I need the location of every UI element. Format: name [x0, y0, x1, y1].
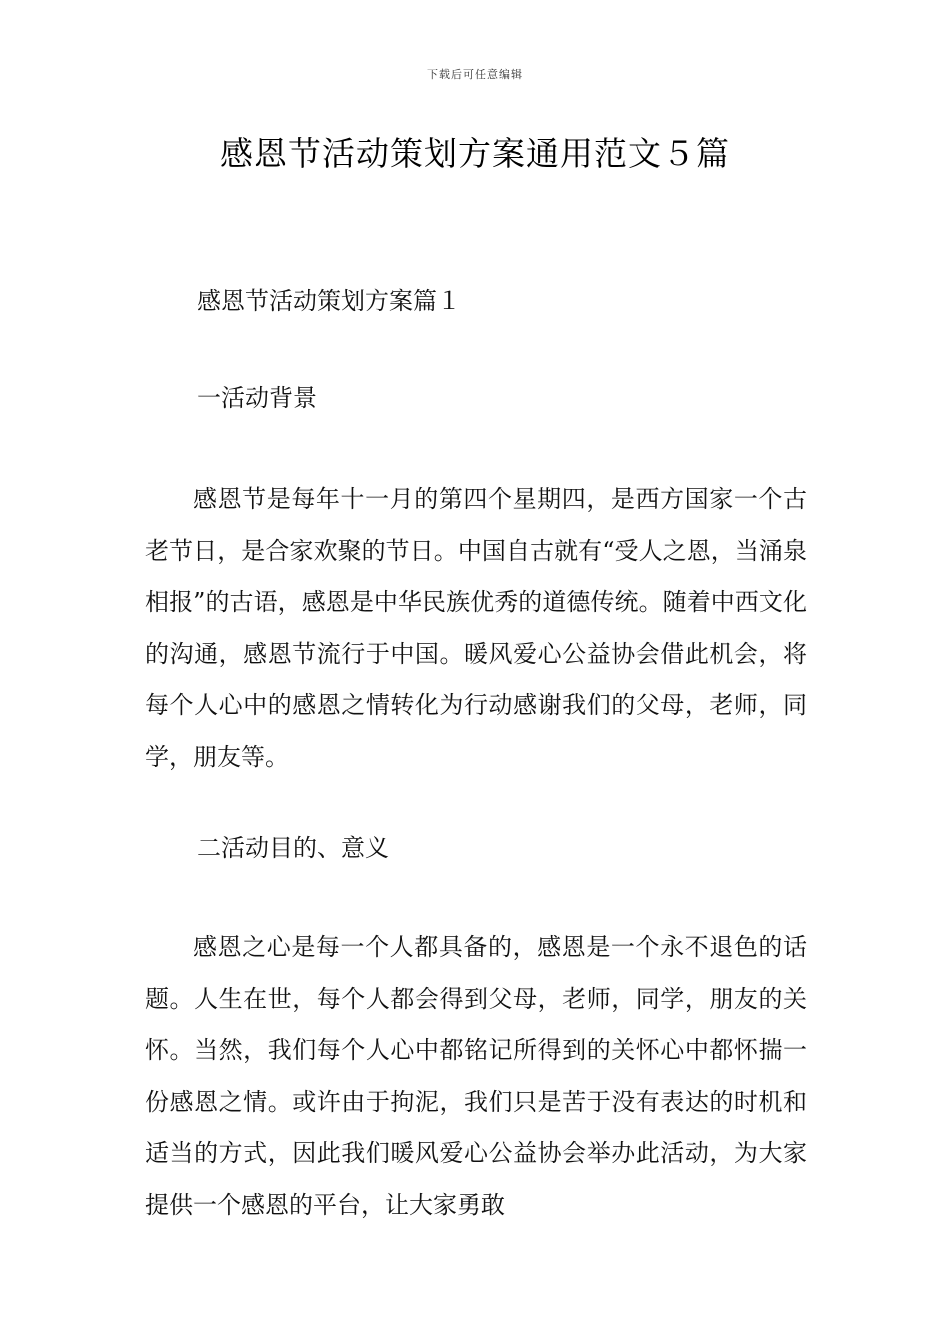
paragraph-purpose: 感恩之心是每一个人都具备的，感恩是一个永不退色的话题。人生在世，每个人都会得到父母，老师，同学，朋友的关怀。当然，我们每个人心中都铭记所得到的关怀心中都怀揣一份感恩之情。或许由于拘泥，我们只是苦于没有表达的时机和适当的方式，因此我们暖风爱心公益协会举办此活动，为大家提供一个感恩的平台，让大家勇敢	[145, 933, 807, 1219]
heading-background: 一活动背景	[197, 384, 317, 412]
section-title: 感恩节活动策划方案篇１	[197, 287, 461, 315]
document-title: 感恩节活动策划方案通用范文５篇	[220, 134, 730, 173]
header-note: 下载后可任意编辑	[427, 68, 523, 81]
heading-purpose: 二活动目的、意义	[197, 834, 389, 862]
paragraph-background: 感恩节是每年十一月的第四个星期四，是西方国家一个古老节日，是合家欢聚的节日。中国自古就有“受人之恩，当涌泉相报”的古语，感恩是中华民族优秀的道德传统。随着中西文化的沟通，感恩节流行于中国。暖风爱心公益协会借此机会，将每个人心中的感恩之情转化为行动感谢我们的父母，老师，同学，朋友等。	[145, 485, 807, 771]
